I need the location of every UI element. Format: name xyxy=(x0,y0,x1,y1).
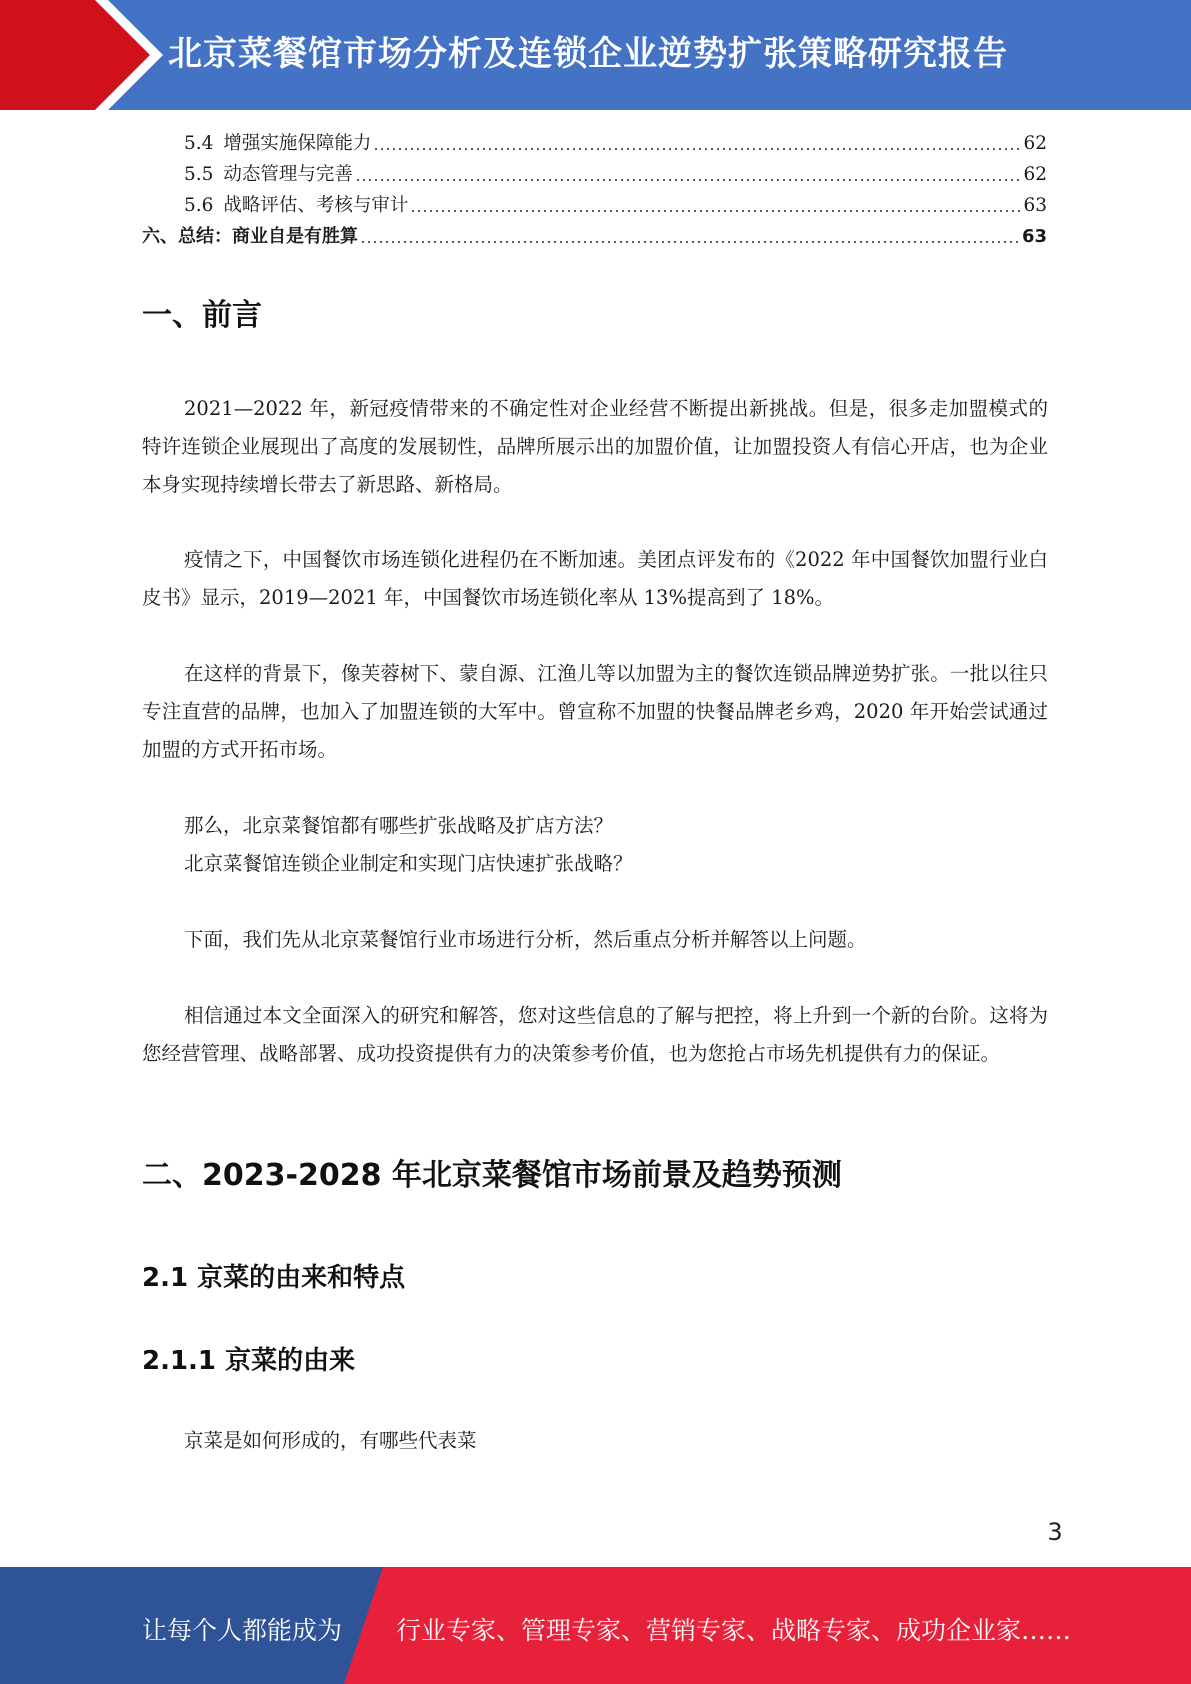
question-line-2: 北京菜餐馆连锁企业制定和实现门店快速扩张战略？ xyxy=(184,852,633,875)
paragraph-expansion: 在这样的背景下，像芙蓉树下、蒙自源、江渔儿等以加盟为主的餐饮连锁品牌逆势扩张。一批以往只专注直营的品牌，也加入了加盟连锁的大军中。曾宣称不加盟的快餐品牌老乡鸡，2020 年开始尝试通过加盟的方式开拓市场。 xyxy=(142,662,1048,761)
toc-label: 动态管理与完善 xyxy=(223,164,353,185)
footer-slogan-left: 让每个人都能成为 xyxy=(142,1616,343,1645)
section-heading-forecast: 二、2023-2028 年北京菜餐馆市场前景及趋势预测 xyxy=(142,1158,842,1193)
toc-page-number: 63 xyxy=(1021,226,1047,247)
footer-slogan-right: 行业专家、管理专家、营销专家、战略专家、成功企业家…… xyxy=(396,1616,1072,1645)
paragraph-next-steps: 下面，我们先从北京菜餐馆行业市场进行分析，然后重点分析并解答以上问题。 xyxy=(184,928,867,951)
toc-leader-dots xyxy=(410,209,1021,213)
toc-number: 5.6 xyxy=(184,195,214,216)
toc-label: 增强实施保障能力 xyxy=(223,133,372,154)
paragraph-chain-rate: 疫情之下，中国餐饮市场连锁化进程仍在不断加速。美团点评发布的《2022 年中国餐饮加盟行业白皮书》显示，2019—2021 年，中国餐饮市场连锁化率从 13%提高到了 18%。 xyxy=(142,548,1048,609)
toc-number: 5.5 xyxy=(184,164,214,185)
toc-page-number: 62 xyxy=(1023,164,1047,185)
paragraph-conclusion: 相信通过本文全面深入的研究和解答，您对这些信息的了解与把控，将上升到一个新的台阶。这将为您经营管理、战略部署、成功投资提供有力的决策参考价值，也为您抢占市场先机提供有力的保证。 xyxy=(142,1004,1048,1065)
toc-entry-5-4[interactable] xyxy=(142,128,1047,159)
toc-entry-5-5[interactable] xyxy=(142,159,1047,190)
toc-leader-dots xyxy=(355,178,1022,182)
subsection-heading-2-1-1: 2.1.1 京菜的由来 xyxy=(142,1346,356,1376)
section-heading-preface: 一、前言 xyxy=(142,298,262,333)
toc-page-number: 63 xyxy=(1023,195,1047,216)
toc-entry-chapter-6[interactable] xyxy=(142,221,1047,252)
table-of-contents xyxy=(142,128,1047,252)
toc-label: 六、总结：商业自是有胜算 xyxy=(142,226,358,247)
paragraph-origin-question: 京菜是如何形成的，有哪些代表菜 xyxy=(184,1429,477,1452)
toc-number: 5.4 xyxy=(184,133,214,154)
toc-label: 战略评估、考核与审计 xyxy=(223,195,409,216)
question-line-1: 那么，北京菜餐馆都有哪些扩张战略及扩店方法？ xyxy=(184,814,614,837)
toc-page-number: 62 xyxy=(1023,133,1047,154)
subsection-heading-2-1: 2.1 京菜的由来和特点 xyxy=(142,1263,406,1293)
toc-entry-5-6[interactable] xyxy=(142,190,1047,221)
paragraph-intro: 2021—2022 年，新冠疫情带来的不确定性对企业经营不断提出新挑战。但是，很多走加盟模式的特许连锁企业展现出了高度的发展韧性，品牌所展示出的加盟价值，让加盟投资人有信心开店，也为企业本身实现持续增长带去了新思路、新格局。 xyxy=(142,397,1048,496)
toc-leader-dots xyxy=(373,147,1021,151)
header-banner xyxy=(0,0,1191,110)
toc-leader-dots xyxy=(360,240,1020,244)
page-number: 3 xyxy=(1047,1518,1063,1546)
document-title: 北京菜餐馆市场分析及连锁企业逆势扩张策略研究报告 xyxy=(168,34,1008,74)
